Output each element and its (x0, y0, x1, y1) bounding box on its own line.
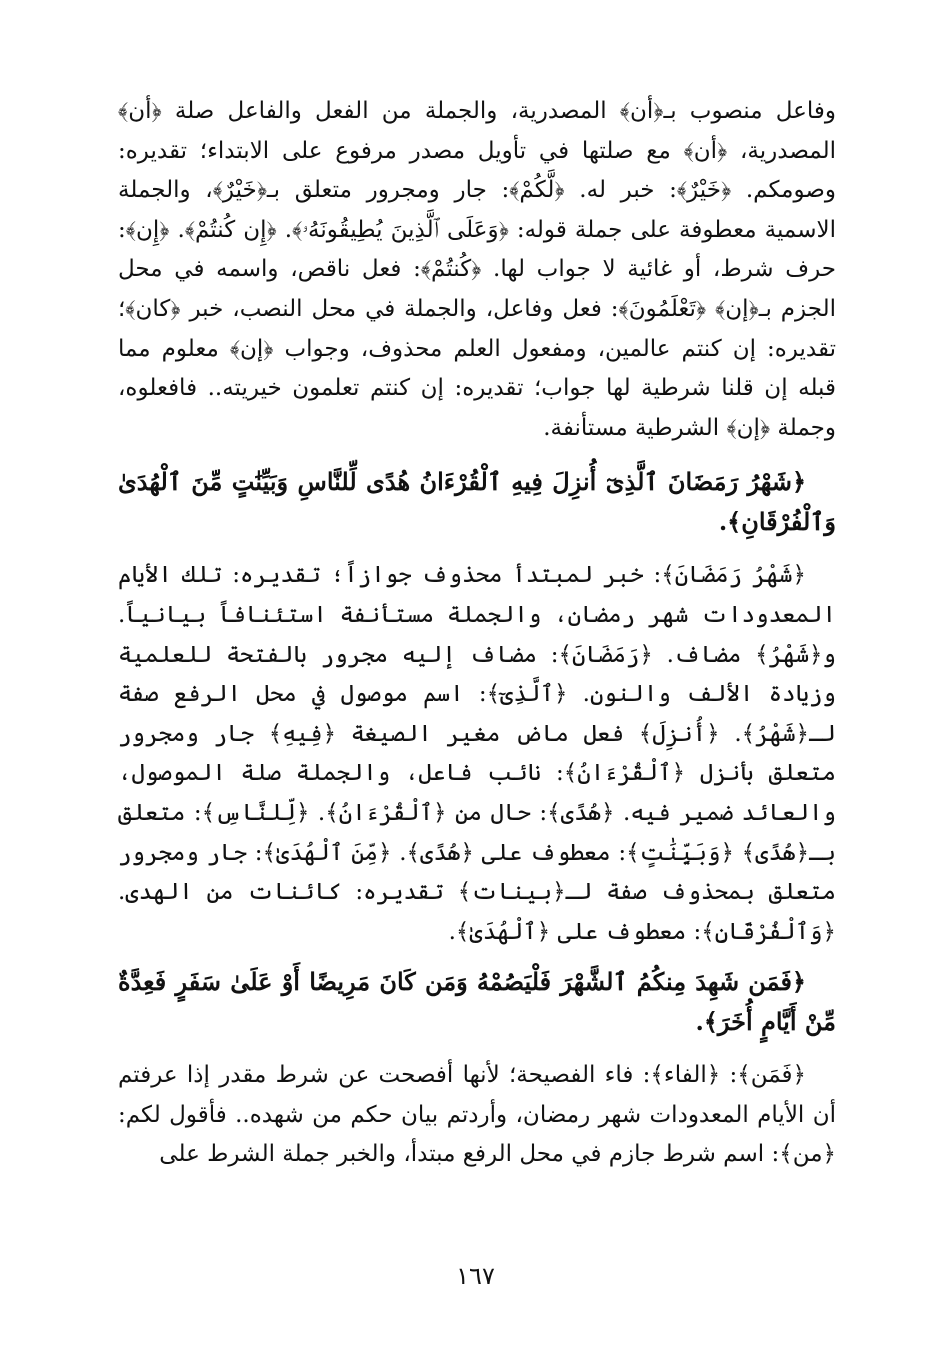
spacer (118, 1042, 836, 1056)
paragraph-1: وفاعل منصوب بـ﴿أن﴾ المصدرية، والجملة من الفعل والفاعل صلة ﴿أن﴾ المصدرية، ﴿أن﴾ مع صلتها في تأويل مصدر مرفوع على الابتداء؛ تقديره: وصومكم. ﴿خَيْرٌ﴾: خبر له. ﴿لَّكُمْ﴾: جار ومجرور متعلق بـ﴿خَيْرٌ﴾، والجملة الاسمية معطوفة على جملة قوله: ﴿وَعَلَى ٱلَّذِينَ يُطِيقُونَهُۥ﴾. ﴿إِن كُنتُمْ﴾. ﴿إِن﴾: حرف شرط، أو غائية لا جواب لها. ﴿كُنتُمْ﴾: فعل ناقص، واسمه في محل الجزم بـ﴿إن﴾ ﴿تَعْلَمُونَ﴾: فعل وفاعل، والجملة في محل النصب، خبر ﴿كان﴾؛ تقديره: إن كنتم عالمين، ومفعول العلم محذوف، وجواب ﴿إن﴾ معلوم مما قبله إن قلنا شرطية لها جواب؛ تقديره: إن كنتم تعلمون خيريته.. فافعلوه، وجملة ﴿إن﴾ الشرطية مستأنفة. (118, 98, 836, 441)
verse-1: ﴿شَهْرُ رَمَضَانَ ٱلَّذِىٓ أُنزِلَ فِيهِ ٱلْقُرْءَانُ هُدًى لِّلنَّاسِ وَبَيِّنَٰتٍ مِّنَ ٱلْهُدَىٰ وَٱلْفُرْقَانِ﴾. (118, 467, 836, 537)
spacer (118, 542, 836, 556)
page-number: ١٦٧ (456, 1262, 495, 1290)
spacer (118, 448, 836, 462)
paragraph-3: ﴿فَمَن﴾: ﴿الفاء﴾: فاء الفصيحة؛ لأنها أفصحت عن شرط مقدر إذا عرفتم أن الأيام المعدودات شهر رمضان، وأردتم بيان حكم من شهده.. فأقول لكم: ﴿من﴾: اسم شرط جازم في محل الرفع مبتدأ، والخبر جملة الشرط على (118, 1062, 836, 1168)
paragraph-2: ﴿شَهْرُ رَمَضَانَ﴾: خبر لمبتدأ محذوف جوازاً؛ تقديره: تلك الأيام المعدودات شهر رمضان، والجملة مستأنفة استئنافاً بيانياً. و﴿شَهْرُ﴾ مضاف. ﴿رَمَضَانَ﴾: مضاف إليه مجرور بالفتحة للعلمية وزيادة الألف والنون. ﴿ٱلَّذِىٓ﴾: اسم موصول في محل الرفع صفة لـ﴿شَهْرُ﴾. ﴿أُنزِلَ﴾ فعل ماض مغير الصيغة ﴿فِيهِ﴾ جار ومجرور متعلق بأنزل ﴿ٱلْقُرْءَانُ﴾: نائب فاعل، والجملة صلة الموصول، والعائد ضمير فيه. ﴿هُدًى﴾: حال من ﴿ٱلْقُرْءَانُ﴾. ﴿لِّلنَّاسِ﴾: متعلق بـ﴿هُدًى﴾ ﴿وَبَيِّنَٰتٍ﴾: معطوف على ﴿هُدًى﴾. ﴿مِّنَ ٱلْهُدَىٰ﴾: جار ومجرور متعلق بمحذوف صفة لـ﴿بينات﴾ تقديره: كائنات من الهدى. ﴿وَٱلْفُرْقَانِ﴾: معطوف على ﴿ٱلْهُدَىٰ﴾. (118, 562, 836, 945)
spacer (118, 952, 836, 962)
verse-2: ﴿فَمَن شَهِدَ مِنكُمُ ٱلشَّهْرَ فَلْيَصُمْهُ وَمَن كَانَ مَرِيضًا أَوْ عَلَىٰ سَفَرٍ فَعِدَّةٌ مِّنْ أَيَّامٍ أُخَرَ﴾. (118, 967, 836, 1037)
page-body (118, 92, 836, 1175)
